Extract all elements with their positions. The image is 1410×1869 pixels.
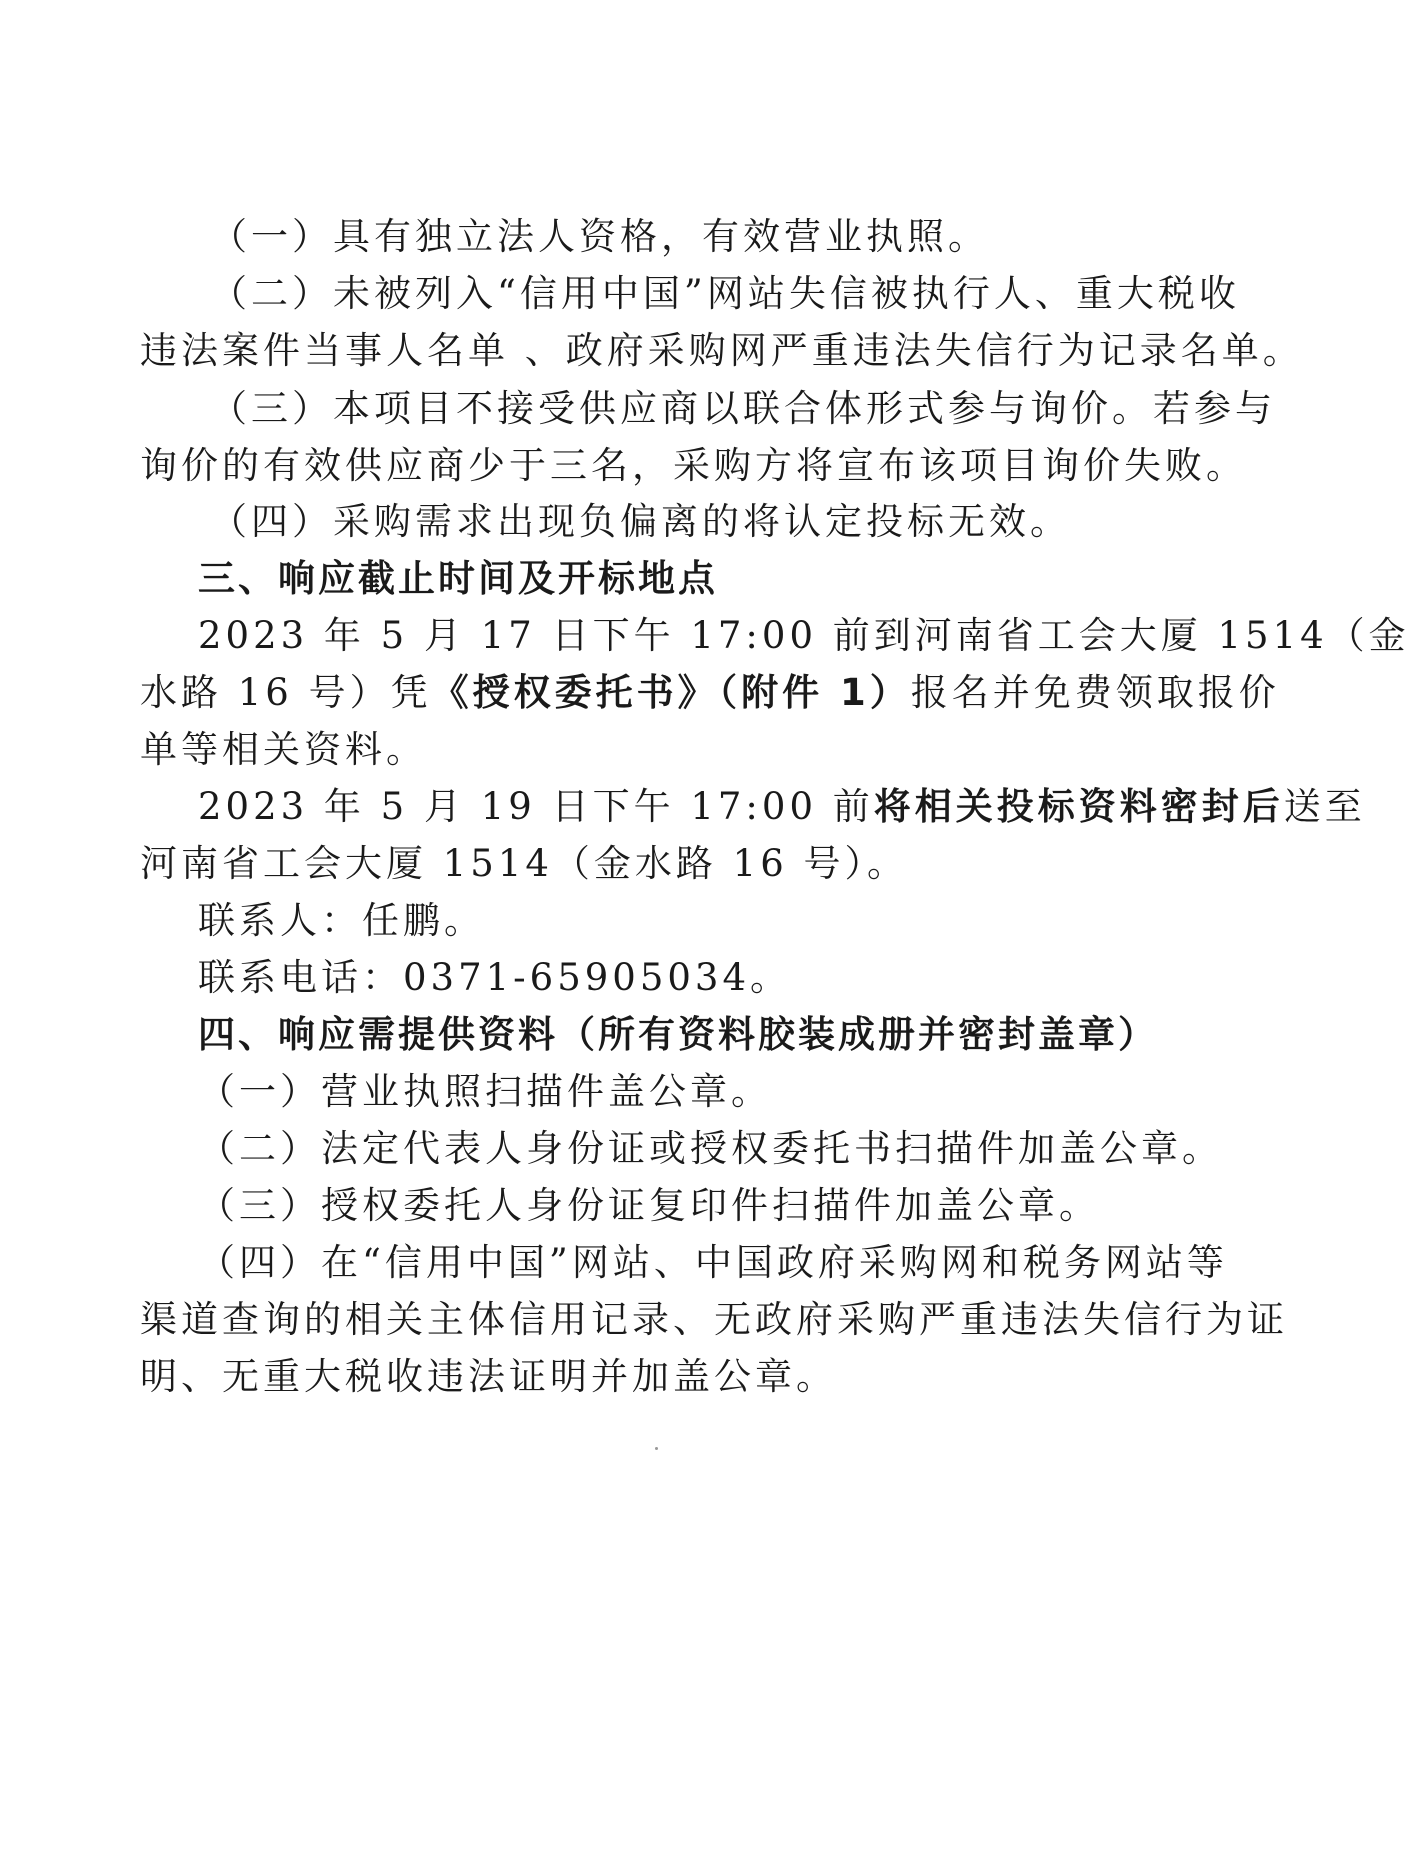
clause-4-1: （一）营业执照扫描件盖公章。	[198, 1070, 772, 1113]
clause-4-2: （二）法定代表人身份证或授权委托书扫描件加盖公章。	[198, 1127, 1223, 1170]
section-3-heading: 三、响应截止时间及开标地点	[198, 557, 718, 600]
clause-4-4: （四）在“信用中国”网站、中国政府采购网和税务网站等	[198, 1241, 1228, 1284]
deadline-registration-cont	[140, 671, 1280, 715]
clause-2-2-cont: 违法案件当事人名单 、政府采购网严重违法失信行为记录名单。	[140, 329, 1304, 372]
clause-4-3: （三）授权委托人身份证复印件扫描件加盖公章。	[198, 1184, 1100, 1227]
text-segment: 水路 16 号）凭	[140, 671, 432, 714]
clause-2-1: （一）具有独立法人资格，有效营业执照。	[210, 215, 989, 258]
bold-segment: 《授权委托书》（附件 1）	[431, 671, 911, 714]
deadline-registration-end: 单等相关资料。	[140, 728, 427, 771]
scan-speck	[655, 1447, 658, 1450]
clause-4-4-cont: 渠道查询的相关主体信用记录、无政府采购严重违法失信行为证	[140, 1298, 1288, 1341]
bold-segment: 将相关投标资料密封后	[873, 785, 1284, 828]
contact-phone: 联系电话：0371-65905034。	[198, 956, 791, 999]
clause-2-2: （二）未被列入“信用中国”网站失信被执行人、重大税收	[210, 272, 1240, 315]
clause-2-4: （四）采购需求出现负偏离的将认定投标无效。	[210, 500, 1071, 543]
clause-2-3: （三）本项目不接受供应商以联合体形式参与询价。若参与	[210, 387, 1276, 430]
clause-2-3-cont: 询价的有效供应商少于三名，采购方将宣布该项目询价失败。	[140, 444, 1247, 487]
deadline-registration: 2023 年 5 月 17 日下午 17:00 前到河南省工会大厦 1514（金	[198, 614, 1410, 657]
deadline-submission	[198, 785, 1366, 829]
section-4-heading: 四、响应需提供资料（所有资料胶装成册并密封盖章）	[198, 1013, 1158, 1056]
clause-4-4-end: 明、无重大税收违法证明并加盖公章。	[140, 1355, 837, 1398]
deadline-submission-cont: 河南省工会大厦 1514（金水路 16 号）。	[140, 842, 909, 885]
text-segment: 送至	[1283, 785, 1366, 828]
text-segment: 2023 年 5 月 19 日下午 17:00 前	[198, 785, 874, 828]
text-segment: 报名并免费领取报价	[910, 671, 1280, 714]
contact-person: 联系人：任鹏。	[198, 899, 485, 942]
